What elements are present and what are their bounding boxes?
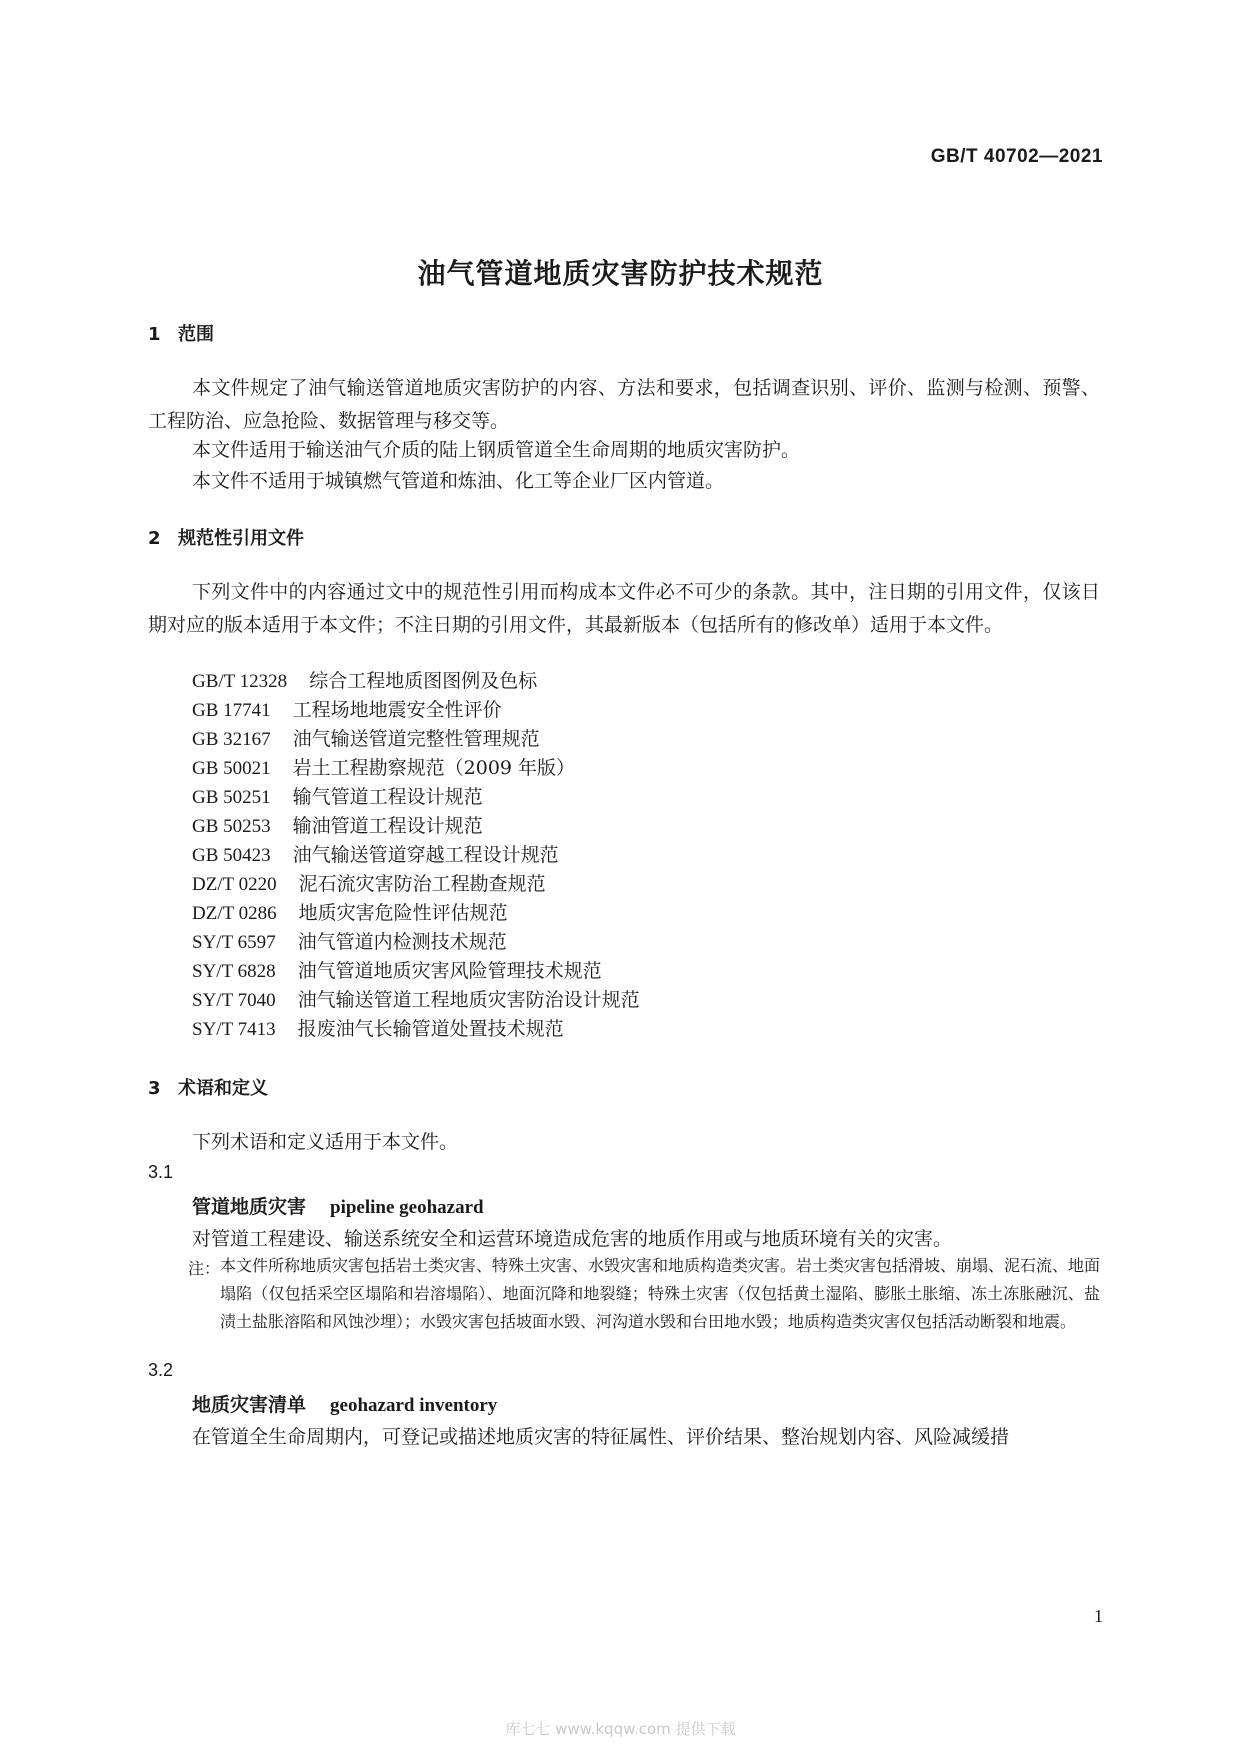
section-number: 1 bbox=[148, 324, 161, 345]
reference-title: 输油管道工程设计规范 bbox=[292, 815, 483, 837]
reference-code: GB 32167 bbox=[192, 729, 271, 750]
section-number: 2 bbox=[148, 528, 161, 549]
scope-paragraph-2: 本文件适用于输送油气介质的陆上钢质管道全生命周期的地质灾害防护。 bbox=[192, 439, 801, 461]
term-en: geohazard inventory bbox=[330, 1395, 498, 1416]
document-title: 油气管道地质灾害防护技术规范 bbox=[417, 257, 824, 290]
scope-paragraph-3: 本文件不适用于城镇燃气管道和炼油、化工等企业厂区内管道。 bbox=[192, 470, 725, 492]
reference-title: 报废油气长输管道处置技术规范 bbox=[297, 1018, 564, 1040]
term-number: 3.2 bbox=[148, 1360, 174, 1380]
reference-code: GB 50253 bbox=[192, 816, 271, 837]
reference-code: GB 50251 bbox=[192, 787, 271, 808]
reference-title: 泥石流灾害防治工程勘查规范 bbox=[298, 873, 546, 895]
section-number: 3 bbox=[148, 1078, 161, 1099]
terms-intro: 下列术语和定义适用于本文件。 bbox=[192, 1131, 459, 1153]
term-zh: 地质灾害清单 bbox=[192, 1394, 307, 1416]
term-number: 3.1 bbox=[148, 1162, 174, 1182]
section-title: 规范性引用文件 bbox=[178, 528, 304, 549]
reference-code: DZ/T 0220 bbox=[192, 874, 277, 895]
reference-title: 油气输送管道穿越工程设计规范 bbox=[292, 844, 559, 866]
reference-title: 工程场地地震安全性评价 bbox=[292, 699, 502, 721]
reference-title: 综合工程地质图图例及色标 bbox=[309, 670, 538, 692]
term-heading bbox=[192, 1390, 497, 1417]
reference-title: 油气输送管道完整性管理规范 bbox=[292, 728, 540, 750]
section-3-heading bbox=[148, 1074, 268, 1100]
standard-code: GB/T 40702—2021 bbox=[930, 146, 1103, 167]
reference-title: 油气输送管道工程地质灾害防治设计规范 bbox=[297, 989, 640, 1011]
reference-item bbox=[192, 1013, 564, 1047]
reference-code: GB/T 12328 bbox=[192, 671, 288, 692]
reference-code: GB 50021 bbox=[192, 758, 271, 779]
download-watermark: 库七七 www.kqqw.com 提供下载 bbox=[505, 1720, 736, 1738]
reference-code: GB 50423 bbox=[192, 845, 271, 866]
reference-code: SY/T 7040 bbox=[192, 990, 276, 1011]
note-label: 注： bbox=[188, 1259, 221, 1278]
term-definition: 在管道全生命周期内，可登记或描述地质灾害的特征属性、评价结果、整治规划内容、风险减缓措 bbox=[192, 1426, 1010, 1448]
reference-title: 岩土工程勘察规范（2009 年版） bbox=[292, 757, 576, 779]
term-heading bbox=[192, 1192, 484, 1219]
reference-code: SY/T 6597 bbox=[192, 932, 276, 953]
term-definition: 对管道工程建设、输送系统安全和运营环境造成危害的地质作用或与地质环境有关的灾害。 bbox=[192, 1228, 953, 1250]
reference-title: 油气管道内检测技术规范 bbox=[297, 931, 507, 953]
reference-code: DZ/T 0286 bbox=[192, 903, 277, 924]
scope-paragraph-1: 本文件规定了油气输送管道地质灾害防护的内容、方法和要求，包括调查识别、评价、监测与检测、预警、工程防治、应急抢险、数据管理与移交等。 bbox=[148, 377, 1100, 432]
term-note: 本文件所称地质灾害包括岩土类灾害、特殊土灾害、水毁灾害和地质构造类灾害。岩土类灾害包括滑坡、崩塌、泥石流、地面塌陷（仅包括采空区塌陷和岩溶塌陷）、地面沉降和地裂缝；特殊土灾害（仅包括黄土湿陷、膨胀土胀缩、冻土冻胀融沉、盐渍土盐胀溶陷和风蚀沙埋）；水毁灾害包括坡面水毁、河沟道水毁和台田地水毁；地质构造类灾害仅包括活动断裂和地震。 bbox=[220, 1256, 1101, 1331]
section-1-heading bbox=[148, 320, 214, 346]
section-2-heading bbox=[148, 524, 304, 550]
term-zh: 管道地质灾害 bbox=[192, 1196, 307, 1218]
reference-code: SY/T 6828 bbox=[192, 961, 276, 982]
section-title: 范围 bbox=[178, 324, 214, 345]
section-title: 术语和定义 bbox=[178, 1078, 268, 1099]
reference-title: 输气管道工程设计规范 bbox=[292, 786, 483, 808]
reference-title: 地质灾害危险性评估规范 bbox=[298, 902, 508, 924]
page-number: 1 bbox=[1094, 1606, 1103, 1626]
reference-title: 油气管道地质灾害风险管理技术规范 bbox=[297, 960, 602, 982]
reference-code: GB 17741 bbox=[192, 700, 271, 721]
term-en: pipeline geohazard bbox=[330, 1197, 484, 1218]
reference-code: SY/T 7413 bbox=[192, 1019, 276, 1040]
references-intro: 下列文件中的内容通过文中的规范性引用而构成本文件必不可少的条款。其中，注日期的引用文件，仅该日期对应的版本适用于本文件；不注日期的引用文件，其最新版本（包括所有的修改单）适用于本文件。 bbox=[148, 581, 1100, 636]
